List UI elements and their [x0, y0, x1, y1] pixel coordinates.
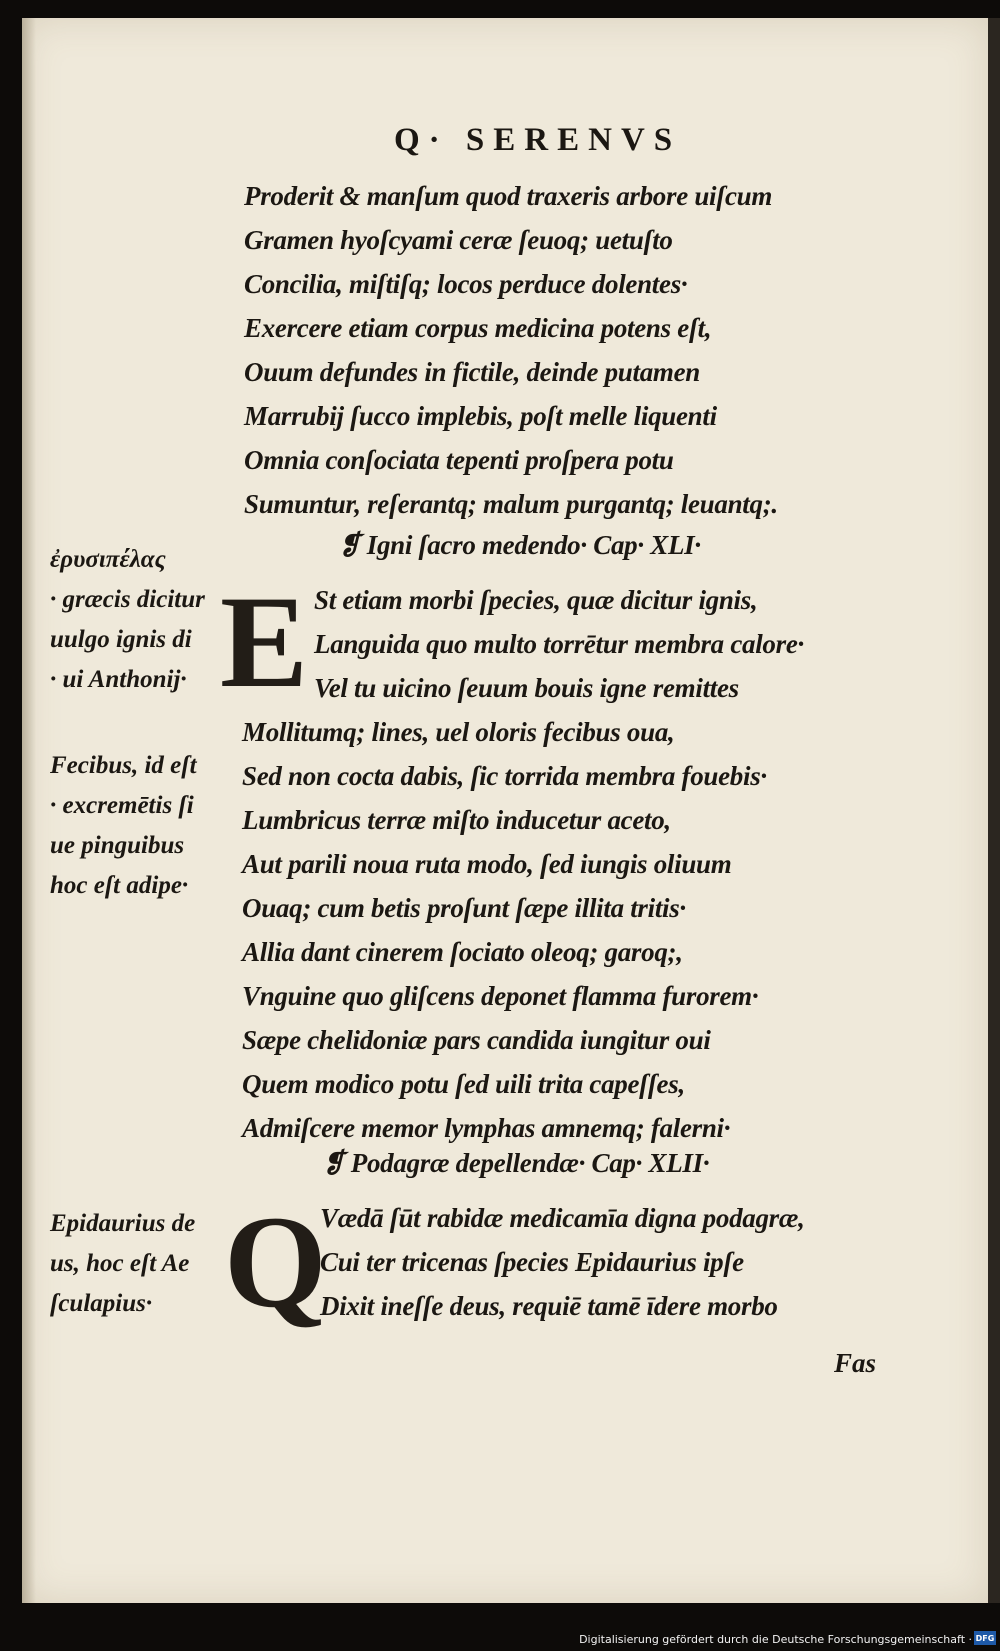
text-line: Cui ter tricenas ſpecies Epidaurius ipſe	[320, 1247, 744, 1277]
text-line: Sed non cocta dabis, ſic torrida membra fouebis·	[242, 761, 767, 791]
text-line: Mollitumq; lines, uel oloris fecibus oua,	[242, 717, 675, 747]
margin-line: · excremētis ſi	[50, 792, 194, 819]
running-title: Q· SERENVS	[394, 122, 682, 158]
margin-line: ἐρυσιπέλας	[50, 546, 166, 573]
margin-note-erysipelas	[50, 540, 205, 700]
text-line: St etiam morbi ſpecies, quæ dicitur ignis,	[314, 585, 758, 615]
text-line: Sæpe chelidoniæ pars candida iungitur oui	[242, 1025, 711, 1055]
text-line: Gramen hyoſcyami ceræ ſeuoq; uetuſto	[244, 225, 673, 255]
text-line: Vnguine quo gliſcens deponet flamma furorem·	[242, 981, 759, 1011]
dfg-logo-icon: DFG	[974, 1631, 996, 1645]
text-line: Allia dant cinerem ſociato oleoq; garoq;,	[242, 937, 683, 967]
margin-line: hoc eſt adipe·	[50, 872, 189, 899]
text-line: Proderit & manſum quod traxeris arbore uiſcum	[244, 181, 773, 211]
show-through	[852, 98, 982, 1398]
margin-note-epidaurius	[50, 1204, 195, 1324]
footer-bar	[0, 1603, 1000, 1651]
chapter-42-heading: ❡ Podagræ depellendæ· Cap· XLII·	[322, 1148, 710, 1178]
text-line: Languida quo multo torrētur membra calore·	[314, 629, 804, 659]
text-line: Concilia, miſtiſq; locos perduce dolentes·	[244, 269, 688, 299]
chapter-41-indented	[314, 578, 804, 710]
text-line: Ouum defundes in fictile, deinde putamen	[244, 357, 701, 387]
margin-line: us, hoc eſt Ae	[50, 1250, 190, 1277]
book-page	[22, 18, 988, 1603]
chapter-42-indented	[320, 1196, 805, 1328]
text-line: Omnia conſociata tepenti proſpera potu	[244, 445, 674, 475]
drop-cap-q: Q	[224, 1188, 327, 1335]
chapter-41-body	[242, 710, 767, 1150]
text-line: Admiſcere memor lymphas amnemq; falerni·	[242, 1113, 731, 1143]
chapter-41-heading: ❡ Igni ſacro medendo· Cap· XLI·	[338, 530, 701, 560]
text-line: Lumbricus terræ miſto inducetur aceto,	[242, 805, 671, 835]
text-line: Quem modico potu ſed uili trita capeſſes,	[242, 1069, 685, 1099]
margin-line: Fecibus, id eſt	[50, 752, 197, 779]
text-block-1	[244, 174, 778, 526]
book-edge	[988, 18, 1000, 1603]
text-line: Aut parili noua ruta modo, ſed iungis oliuum	[242, 849, 732, 879]
funding-credit: Digitalisierung gefördert durch die Deutsche Forschungsgemeinschaft ·	[579, 1633, 972, 1646]
text-line: Vel tu uicino ſeuum bouis igne remittes	[314, 673, 739, 703]
catchword: Fas	[834, 1348, 877, 1378]
text-line: Sumuntur, reſerantq; malum purgantq; leuantq;.	[244, 489, 778, 519]
text-line: Ouaq; cum betis proſunt ſæpe illita tritis·	[242, 893, 686, 923]
text-line: Dixit ineſſe deus, requiē tamē īdere morbo	[320, 1291, 778, 1321]
drop-cap-e: E	[220, 568, 309, 715]
margin-line: · græcis dicitur	[50, 586, 205, 613]
text-line: Exercere etiam corpus medicina potens eſt,	[244, 313, 712, 343]
text-line: Marrubij ſucco implebis, poſt melle liquenti	[244, 401, 717, 431]
margin-line: Epidaurius de	[50, 1210, 196, 1237]
gutter-shadow	[22, 18, 36, 1603]
margin-note-fecibus	[50, 746, 197, 906]
margin-line: uulgo ignis di	[50, 626, 192, 653]
margin-line: ue pinguibus	[50, 832, 185, 859]
text-line: Vædā ſūt rabidæ medicamīa digna podagræ,	[320, 1203, 805, 1233]
margin-line: ſculapius·	[50, 1290, 153, 1317]
margin-line: · ui Anthonij·	[50, 666, 187, 693]
